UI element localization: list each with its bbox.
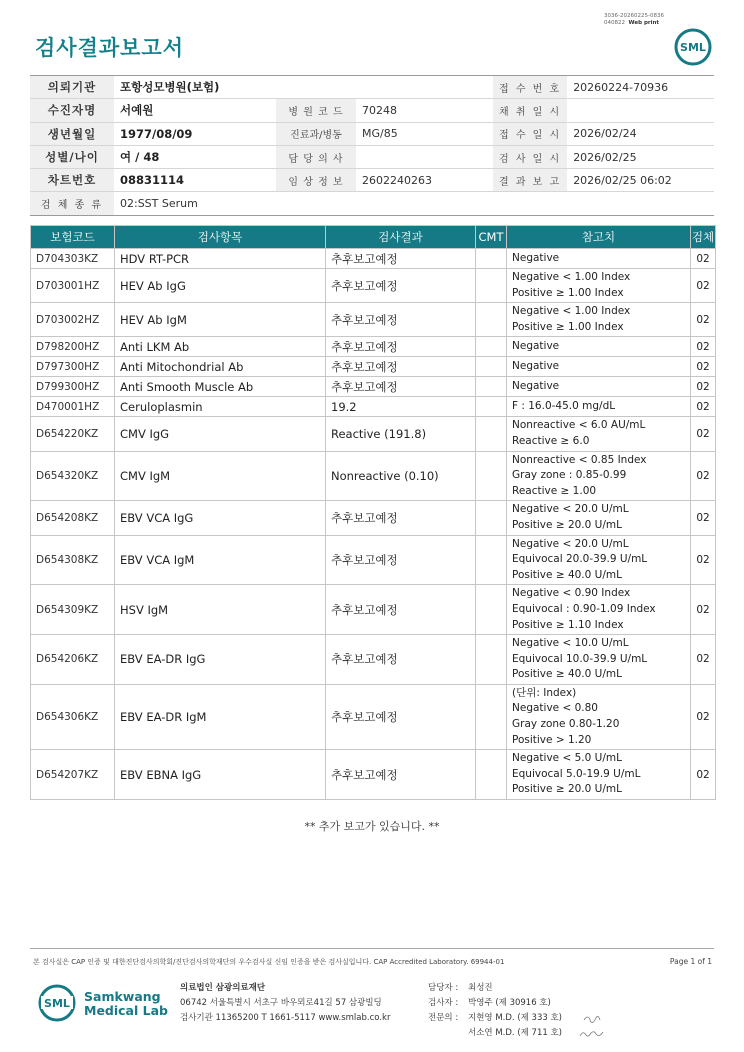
results-header-row — [31, 226, 716, 249]
reference-line: Negative < 10.0 U/mL — [512, 637, 629, 650]
result-specimen: 02 — [691, 397, 716, 417]
reference-line: Negative < 5.0 U/mL — [512, 752, 622, 765]
result-value: 19.2 — [326, 397, 476, 417]
label-receipt-date: 접 수 일 시 — [493, 122, 567, 145]
result-item: EBV EA-DR IgM — [115, 684, 326, 749]
svg-text:SML: SML — [680, 41, 706, 54]
result-row — [31, 750, 716, 800]
result-code: D703001HZ — [31, 269, 115, 303]
label-sex-age: 성별/나이 — [30, 145, 114, 168]
sml-footer-logo-icon — [37, 983, 77, 1023]
result-code: D654207KZ — [31, 750, 115, 800]
result-item: HEV Ab IgG — [115, 269, 326, 303]
reference-line: Gray zone : 0.85-0.99 — [512, 469, 627, 482]
reference-line: Negative — [512, 251, 560, 264]
label-hospital-code: 병 원 코 드 — [276, 99, 356, 122]
result-row — [31, 377, 716, 397]
result-reference — [507, 357, 691, 377]
label-birth: 생년월일 — [30, 122, 114, 145]
reference-line: (단위: Index) — [512, 686, 577, 699]
sml-logo-icon — [673, 27, 713, 67]
staff-value: 지현영 M.D. (제 333 호) — [468, 1013, 563, 1023]
result-specimen: 02 — [691, 249, 716, 269]
value-test-date: 2026/02/25 — [567, 145, 714, 168]
reference-line: Equivocal 20.0-39.9 U/mL — [512, 553, 648, 566]
result-item: HEV Ab IgM — [115, 303, 326, 337]
result-cmt — [476, 535, 507, 585]
result-cmt — [476, 451, 507, 501]
result-value: 추후보고예정 — [326, 684, 476, 749]
result-item: Anti Mitochondrial Ab — [115, 357, 326, 377]
additional-report-note: ** 추가 보고가 있습니다. ** — [304, 820, 440, 833]
result-item: HDV RT-PCR — [115, 249, 326, 269]
result-specimen: 02 — [691, 337, 716, 357]
result-cmt — [476, 750, 507, 800]
staff-row — [428, 996, 562, 1011]
reference-line: Negative < 1.00 Index — [512, 305, 631, 318]
result-item: EBV EBNA IgG — [115, 750, 326, 800]
info-row — [30, 99, 714, 122]
result-row — [31, 337, 716, 357]
staff-value: 최성진 — [468, 983, 493, 993]
result-code: D703002HZ — [31, 303, 115, 337]
footer-org-info — [180, 981, 390, 1026]
label-receipt-no: 접 수 번 호 — [493, 76, 567, 99]
value-sex-age: 여 / 48 — [114, 145, 276, 168]
result-reference — [507, 635, 691, 685]
result-code: D654306KZ — [31, 684, 115, 749]
info-row — [30, 122, 714, 145]
reference-line: Positive ≥ 20.0 U/mL — [512, 783, 622, 796]
result-item: EBV VCA IgG — [115, 501, 326, 535]
result-code: D798200HZ — [31, 337, 115, 357]
result-item: Anti LKM Ab — [115, 337, 326, 357]
result-cmt — [476, 337, 507, 357]
reference-line: Negative < 0.80 — [512, 702, 598, 715]
header-spec: 검체 — [691, 226, 716, 249]
result-reference — [507, 417, 691, 451]
result-item: Ceruloplasmin — [115, 397, 326, 417]
footer-brand — [84, 990, 168, 1018]
value-receipt-no: 20260224-70936 — [567, 76, 714, 99]
result-value: 추후보고예정 — [326, 585, 476, 635]
result-item: EBV VCA IgM — [115, 535, 326, 585]
result-code: D704303KZ — [31, 249, 115, 269]
reference-line: F : 16.0-45.0 mg/dL — [512, 400, 616, 413]
result-specimen: 02 — [691, 357, 716, 377]
result-reference — [507, 750, 691, 800]
result-cmt — [476, 585, 507, 635]
result-specimen: 02 — [691, 303, 716, 337]
result-cmt — [476, 635, 507, 685]
reference-line: Nonreactive < 6.0 AU/mL — [512, 419, 646, 432]
result-code: D654206KZ — [31, 635, 115, 685]
result-specimen: 02 — [691, 417, 716, 451]
result-value: Nonreactive (0.10) — [326, 451, 476, 501]
result-item: Anti Smooth Muscle Ab — [115, 377, 326, 397]
reference-line: Positive ≥ 40.0 U/mL — [512, 668, 622, 681]
reference-line: Positive ≥ 1.00 Index — [512, 320, 624, 333]
org-address: 06742 서울특별시 서초구 바우뫼로41길 57 삼광빌딩 — [180, 998, 382, 1008]
result-specimen: 02 — [691, 377, 716, 397]
result-code: D470001HZ — [31, 397, 115, 417]
reference-line: Negative < 1.00 Index — [512, 271, 631, 283]
result-row — [31, 397, 716, 417]
reference-line: Negative — [512, 360, 560, 373]
result-specimen: 02 — [691, 535, 716, 585]
result-specimen: 02 — [691, 501, 716, 535]
result-value: 추후보고예정 — [326, 501, 476, 535]
page-title: 검사결과보고서 — [35, 36, 185, 60]
reference-line: Positive > 1.20 — [512, 733, 592, 746]
reference-line: Negative — [512, 340, 560, 353]
web-print-tag: Web print — [628, 20, 660, 26]
result-reference — [507, 249, 691, 269]
result-row — [31, 535, 716, 585]
reference-line: Equivocal 5.0-19.9 U/mL — [512, 767, 641, 780]
result-value: Reactive (191.8) — [326, 417, 476, 451]
staff-value: 서소연 M.D. (제 711 호) — [468, 1028, 563, 1038]
reference-line: Reactive ≥ 1.00 — [512, 484, 597, 497]
reference-line: Nonreactive < 0.85 Index — [512, 453, 647, 466]
label-chart: 차트번호 — [30, 169, 114, 192]
result-row — [31, 451, 716, 501]
result-code: D799300HZ — [31, 377, 115, 397]
reference-line: Negative < 20.0 U/mL — [512, 537, 629, 550]
staff-label — [428, 1026, 468, 1041]
reference-line: Negative — [512, 380, 560, 393]
result-reference — [507, 337, 691, 357]
value-dept: MG/85 — [356, 122, 493, 145]
reference-line: Negative < 0.90 Index — [512, 587, 631, 600]
reference-line: Positive ≥ 1.00 Index — [512, 286, 624, 299]
value-collect-date — [567, 99, 714, 122]
label-specimen-type: 검 체 종 류 — [30, 192, 114, 215]
result-row — [31, 585, 716, 635]
header-ref: 참고치 — [507, 226, 691, 249]
result-cmt — [476, 303, 507, 337]
info-row — [30, 169, 714, 192]
result-cmt — [476, 417, 507, 451]
result-value: 추후보고예정 — [326, 535, 476, 585]
result-row — [31, 357, 716, 377]
staff-row — [428, 981, 562, 996]
result-reference — [507, 303, 691, 337]
result-value: 추후보고예정 — [326, 303, 476, 337]
footer-staff — [428, 981, 562, 1041]
reference-line: Positive ≥ 20.0 U/mL — [512, 518, 622, 531]
result-row — [31, 269, 716, 303]
result-reference — [507, 684, 691, 749]
result-specimen: 02 — [691, 269, 716, 303]
document-code — [604, 13, 664, 27]
result-code: D654308KZ — [31, 535, 115, 585]
result-reference — [507, 501, 691, 535]
result-item: CMV IgG — [115, 417, 326, 451]
result-cmt — [476, 397, 507, 417]
info-row — [30, 145, 714, 168]
result-item: HSV IgM — [115, 585, 326, 635]
result-cmt — [476, 249, 507, 269]
value-org: 포항성모병원(보험) — [114, 76, 493, 99]
staff-value: 박영주 (제 30916 호) — [468, 998, 551, 1008]
result-value: 추후보고예정 — [326, 377, 476, 397]
result-value: 추후보고예정 — [326, 337, 476, 357]
result-value: 추후보고예정 — [326, 750, 476, 800]
value-birth: 1977/08/09 — [114, 122, 276, 145]
result-reference — [507, 377, 691, 397]
label-test-date: 검 사 일 시 — [493, 145, 567, 168]
result-cmt — [476, 501, 507, 535]
label-dept: 진료과/병동 — [276, 122, 356, 145]
reference-line: Equivocal 10.0-39.9 U/mL — [512, 652, 648, 665]
result-specimen: 02 — [691, 750, 716, 800]
result-cmt — [476, 377, 507, 397]
result-value: 추후보고예정 — [326, 249, 476, 269]
label-org: 의뢰기관 — [30, 76, 114, 99]
result-row — [31, 249, 716, 269]
info-row — [30, 192, 714, 215]
value-doctor — [356, 145, 493, 168]
reference-line: Positive ≥ 1.10 Index — [512, 618, 624, 631]
results-table — [30, 225, 716, 800]
value-report-date: 2026/02/25 06:02 — [567, 169, 714, 192]
value-clinical: 2602240263 — [356, 169, 493, 192]
staff-label: 전문의 : — [428, 1013, 459, 1023]
header-item: 검사항목 — [115, 226, 326, 249]
reference-line: Equivocal : 0.90-1.09 Index — [512, 602, 656, 615]
result-value: 추후보고예정 — [326, 269, 476, 303]
result-code: D654208KZ — [31, 501, 115, 535]
document-code-line1: 3036-20260225-0836 — [604, 13, 664, 19]
document-code-line2: 040822 — [604, 20, 625, 26]
reference-line: Gray zone 0.80-1.20 — [512, 718, 620, 731]
info-row — [30, 76, 714, 99]
result-row — [31, 635, 716, 685]
result-code: D654309KZ — [31, 585, 115, 635]
result-specimen: 02 — [691, 684, 716, 749]
label-name: 수진자명 — [30, 99, 114, 122]
brand-line1: Samkwang — [84, 989, 161, 1004]
label-collect-date: 채 취 일 시 — [493, 99, 567, 122]
staff-label: 검사자 : — [428, 998, 459, 1008]
header-code: 보험코드 — [31, 226, 115, 249]
result-item: CMV IgM — [115, 451, 326, 501]
result-specimen: 02 — [691, 635, 716, 685]
label-report-date: 결 과 보 고 — [493, 169, 567, 192]
result-row — [31, 303, 716, 337]
reference-line: Negative < 20.0 U/mL — [512, 503, 629, 516]
result-cmt — [476, 684, 507, 749]
reference-line: Positive ≥ 40.0 U/mL — [512, 568, 622, 581]
result-reference — [507, 397, 691, 417]
result-reference — [507, 451, 691, 501]
reference-line: Reactive ≥ 6.0 — [512, 434, 590, 447]
label-clinical: 임 상 정 보 — [276, 169, 356, 192]
org-name: 의료법인 삼광의료재단 — [180, 983, 266, 993]
header-cmt: CMT — [476, 226, 507, 249]
staff-row — [428, 1011, 562, 1026]
value-hospital-code: 70248 — [356, 99, 493, 122]
header-result: 검사결과 — [326, 226, 476, 249]
org-contact: 검사기관 11365200 T 1661-5117 www.smlab.co.kr — [180, 1013, 391, 1023]
result-cmt — [476, 357, 507, 377]
result-row — [31, 417, 716, 451]
result-code: D654320KZ — [31, 451, 115, 501]
result-code: D797300HZ — [31, 357, 115, 377]
patient-info-table — [30, 75, 714, 216]
staff-label: 담당자 : — [428, 983, 459, 993]
result-row — [31, 501, 716, 535]
certification-note: 본 검사실은 CAP 인증 및 대한진단검사의학회/진단검사의학재단의 우수검사실 신임 인증을 받은 검사실입니다. CAP Accredited Laboratory. 69944-01 — [33, 958, 505, 966]
result-row — [31, 684, 716, 749]
svg-text:SML: SML — [44, 997, 70, 1010]
label-doctor: 담 당 의 사 — [276, 145, 356, 168]
result-code: D654220KZ — [31, 417, 115, 451]
result-specimen: 02 — [691, 451, 716, 501]
brand-line2: Medical Lab — [84, 1003, 168, 1018]
result-item: EBV EA-DR IgG — [115, 635, 326, 685]
value-name: 서예원 — [114, 99, 276, 122]
value-receipt-date: 2026/02/24 — [567, 122, 714, 145]
signature-icon — [576, 1010, 610, 1042]
result-value: 추후보고예정 — [326, 635, 476, 685]
result-reference — [507, 535, 691, 585]
page-number: Page 1 of 1 — [669, 957, 712, 966]
result-reference — [507, 585, 691, 635]
staff-row — [428, 1026, 562, 1041]
value-specimen-type: 02:SST Serum — [114, 192, 714, 215]
footer-divider — [30, 948, 714, 949]
result-value: 추후보고예정 — [326, 357, 476, 377]
result-reference — [507, 269, 691, 303]
value-chart: 08831114 — [114, 169, 276, 192]
result-cmt — [476, 269, 507, 303]
result-specimen: 02 — [691, 585, 716, 635]
